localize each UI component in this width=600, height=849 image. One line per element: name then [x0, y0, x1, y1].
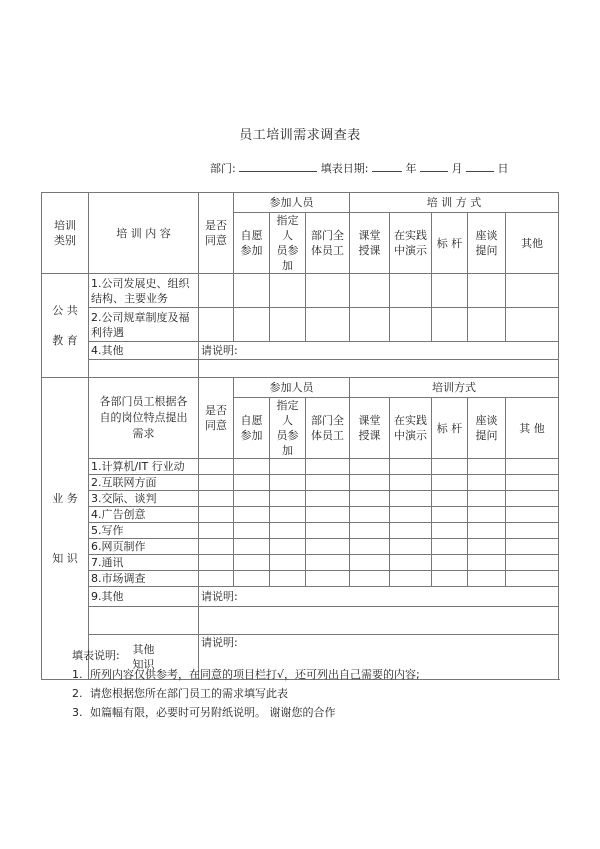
check-cell[interactable] [234, 523, 270, 539]
check-cell[interactable] [234, 539, 270, 555]
public-edu-note[interactable]: 请说明: [199, 342, 559, 360]
check-cell[interactable] [306, 523, 350, 539]
note-item: 3. 如篇幅有限，必要时可另附纸说明。 谢谢您的合作 [72, 706, 336, 719]
check-cell[interactable] [234, 555, 270, 571]
category-header: 培训 类别 [42, 193, 89, 274]
check-cell[interactable] [390, 308, 432, 342]
business-item: 7.通讯 [89, 555, 199, 571]
check-cell[interactable] [199, 555, 234, 571]
check-cell[interactable] [432, 475, 468, 491]
check-cell[interactable] [306, 555, 350, 571]
check-cell[interactable] [468, 491, 506, 507]
business-item: 5.写作 [89, 523, 199, 539]
check-cell[interactable] [432, 571, 468, 587]
check-cell[interactable] [390, 523, 432, 539]
check-cell[interactable] [270, 507, 306, 523]
day-field[interactable] [466, 161, 494, 172]
check-cell[interactable] [432, 539, 468, 555]
other-method-header-2: 其 他 [506, 398, 559, 459]
check-cell[interactable] [506, 507, 559, 523]
check-cell[interactable] [432, 523, 468, 539]
check-cell[interactable] [199, 274, 234, 308]
other-knowledge-label: 其他 知识 [89, 635, 199, 680]
check-cell[interactable] [468, 459, 506, 475]
check-cell[interactable] [306, 475, 350, 491]
check-cell[interactable] [199, 507, 234, 523]
survey-table [41, 192, 559, 680]
check-cell[interactable] [234, 274, 270, 308]
seminar-header: 座谈 提问 [468, 213, 506, 274]
check-cell[interactable] [234, 459, 270, 475]
check-cell[interactable] [306, 491, 350, 507]
dept-needs-header: 各部门员工根据各 自的岗位特点提出 需求 [89, 378, 199, 459]
business-item: 6.网页制作 [89, 539, 199, 555]
designated-header: 指定人 员参加 [270, 213, 306, 274]
check-cell[interactable] [468, 274, 506, 308]
check-cell[interactable] [270, 555, 306, 571]
business-note[interactable]: 请说明: [199, 587, 559, 607]
check-cell[interactable] [350, 491, 390, 507]
check-cell[interactable] [306, 274, 350, 308]
check-cell[interactable] [432, 507, 468, 523]
check-cell[interactable] [350, 475, 390, 491]
check-cell[interactable] [234, 491, 270, 507]
check-cell[interactable] [390, 459, 432, 475]
check-cell[interactable] [270, 308, 306, 342]
business-item: 3.交际、谈判 [89, 491, 199, 507]
benchmark-header-2: 标 杆 [432, 398, 468, 459]
classroom-header: 课堂 授课 [350, 213, 390, 274]
designated-header-2: 指定人 员参加 [270, 398, 306, 459]
note-item: 2. 请您根据您所在部门员工的需求填写此表 [72, 687, 288, 700]
business-label: 业 务 知 识 [42, 378, 89, 680]
check-cell[interactable] [390, 539, 432, 555]
check-cell[interactable] [270, 491, 306, 507]
all-staff-header-2: 部门全 体员工 [306, 398, 350, 459]
check-cell[interactable] [506, 459, 559, 475]
check-cell[interactable] [199, 491, 234, 507]
check-cell[interactable] [270, 274, 306, 308]
check-cell[interactable] [270, 459, 306, 475]
participants-header-2: 参加人员 [234, 378, 350, 398]
check-cell[interactable] [306, 539, 350, 555]
check-cell[interactable] [350, 539, 390, 555]
check-cell[interactable] [234, 308, 270, 342]
check-cell[interactable] [390, 475, 432, 491]
form-meta [210, 160, 508, 176]
public-edu-item: 2.公司规章制度及福利待遇 [89, 308, 199, 342]
participants-header: 参加人员 [234, 193, 350, 213]
check-cell[interactable] [432, 274, 468, 308]
practice-header-2: 在实践 中演示 [390, 398, 432, 459]
business-item: 2.互联网方面 [89, 475, 199, 491]
check-cell[interactable] [468, 555, 506, 571]
check-cell[interactable] [350, 555, 390, 571]
blank-cell [89, 607, 199, 635]
check-cell[interactable] [506, 555, 559, 571]
check-cell[interactable] [306, 459, 350, 475]
check-cell[interactable] [234, 571, 270, 587]
voluntary-header-2: 自愿 参加 [234, 398, 270, 459]
dept-field[interactable] [239, 161, 317, 172]
check-cell[interactable] [390, 507, 432, 523]
check-cell[interactable] [468, 539, 506, 555]
check-cell[interactable] [350, 507, 390, 523]
business-other: 9.其他 [89, 587, 199, 607]
content-header: 培 训 内 容 [89, 193, 199, 274]
month-field[interactable] [420, 161, 448, 172]
voluntary-header: 自愿 参加 [234, 213, 270, 274]
check-cell[interactable] [390, 274, 432, 308]
check-cell[interactable] [270, 539, 306, 555]
check-cell[interactable] [350, 523, 390, 539]
fill-instructions [72, 646, 420, 722]
check-cell[interactable] [506, 523, 559, 539]
check-cell[interactable] [506, 571, 559, 587]
check-cell[interactable] [506, 475, 559, 491]
check-cell[interactable] [468, 475, 506, 491]
check-cell[interactable] [506, 491, 559, 507]
agree-header: 是否 同意 [199, 193, 234, 274]
year-label: 年 [405, 162, 417, 175]
notes-heading: 填表说明: [72, 649, 120, 662]
check-cell[interactable] [390, 555, 432, 571]
check-cell[interactable] [270, 571, 306, 587]
check-cell[interactable] [306, 507, 350, 523]
classroom-header-2: 课堂 授课 [350, 398, 390, 459]
seminar-header-2: 座谈 提问 [468, 398, 506, 459]
check-cell[interactable] [506, 308, 559, 342]
check-cell[interactable] [390, 571, 432, 587]
check-cell[interactable] [270, 523, 306, 539]
check-cell[interactable] [350, 308, 390, 342]
check-cell[interactable] [199, 308, 234, 342]
check-cell[interactable] [506, 539, 559, 555]
check-cell[interactable] [199, 571, 234, 587]
check-cell[interactable] [432, 491, 468, 507]
page-title: 员工培训需求调查表 [239, 128, 361, 143]
practice-header: 在实践 中演示 [390, 213, 432, 274]
check-cell[interactable] [432, 555, 468, 571]
check-cell[interactable] [468, 507, 506, 523]
check-cell[interactable] [199, 523, 234, 539]
note-item: 1. 所列内容仅供参考，在同意的项目栏打√，还可列出自己需要的内容; [72, 668, 420, 681]
check-cell[interactable] [468, 523, 506, 539]
business-item: 4.广告创意 [89, 507, 199, 523]
date-label: 填表日期: [320, 162, 369, 175]
check-cell[interactable] [390, 491, 432, 507]
benchmark-header: 标 杆 [432, 213, 468, 274]
check-cell[interactable] [468, 571, 506, 587]
check-cell[interactable] [350, 571, 390, 587]
check-cell[interactable] [468, 308, 506, 342]
public-edu-item: 1.公司发展史、组织结构、主要业务 [89, 274, 199, 308]
business-note-area[interactable] [199, 607, 559, 635]
check-cell[interactable] [432, 308, 468, 342]
training-method-header-2: 培训方式 [350, 378, 559, 398]
month-label: 月 [451, 162, 463, 175]
check-cell[interactable] [306, 308, 350, 342]
check-cell[interactable] [432, 459, 468, 475]
blank-cell [89, 360, 199, 378]
check-cell[interactable] [306, 571, 350, 587]
public-edu-label: 公 共 教 育 [42, 274, 89, 378]
check-cell[interactable] [199, 539, 234, 555]
check-cell[interactable] [234, 507, 270, 523]
business-item: 8.市场调查 [89, 571, 199, 587]
business-item: 1.计算机/IT 行业动 [89, 459, 199, 475]
check-cell[interactable] [270, 475, 306, 491]
public-edu-other: 4.其他 [89, 342, 199, 360]
year-field[interactable] [372, 161, 402, 172]
check-cell[interactable] [350, 459, 390, 475]
check-cell[interactable] [199, 475, 234, 491]
public-edu-note-area[interactable] [199, 360, 559, 378]
dept-label: 部门: [210, 162, 236, 175]
other-method-header: 其他 [506, 213, 559, 274]
other-knowledge-note[interactable]: 请说明: [199, 635, 559, 680]
training-method-header: 培 训 方 式 [350, 193, 559, 213]
day-label: 日 [497, 162, 509, 175]
check-cell[interactable] [506, 274, 559, 308]
check-cell[interactable] [350, 274, 390, 308]
check-cell[interactable] [199, 459, 234, 475]
agree-header-2: 是否 同意 [199, 378, 234, 459]
check-cell[interactable] [234, 475, 270, 491]
all-staff-header: 部门全 体员工 [306, 213, 350, 274]
